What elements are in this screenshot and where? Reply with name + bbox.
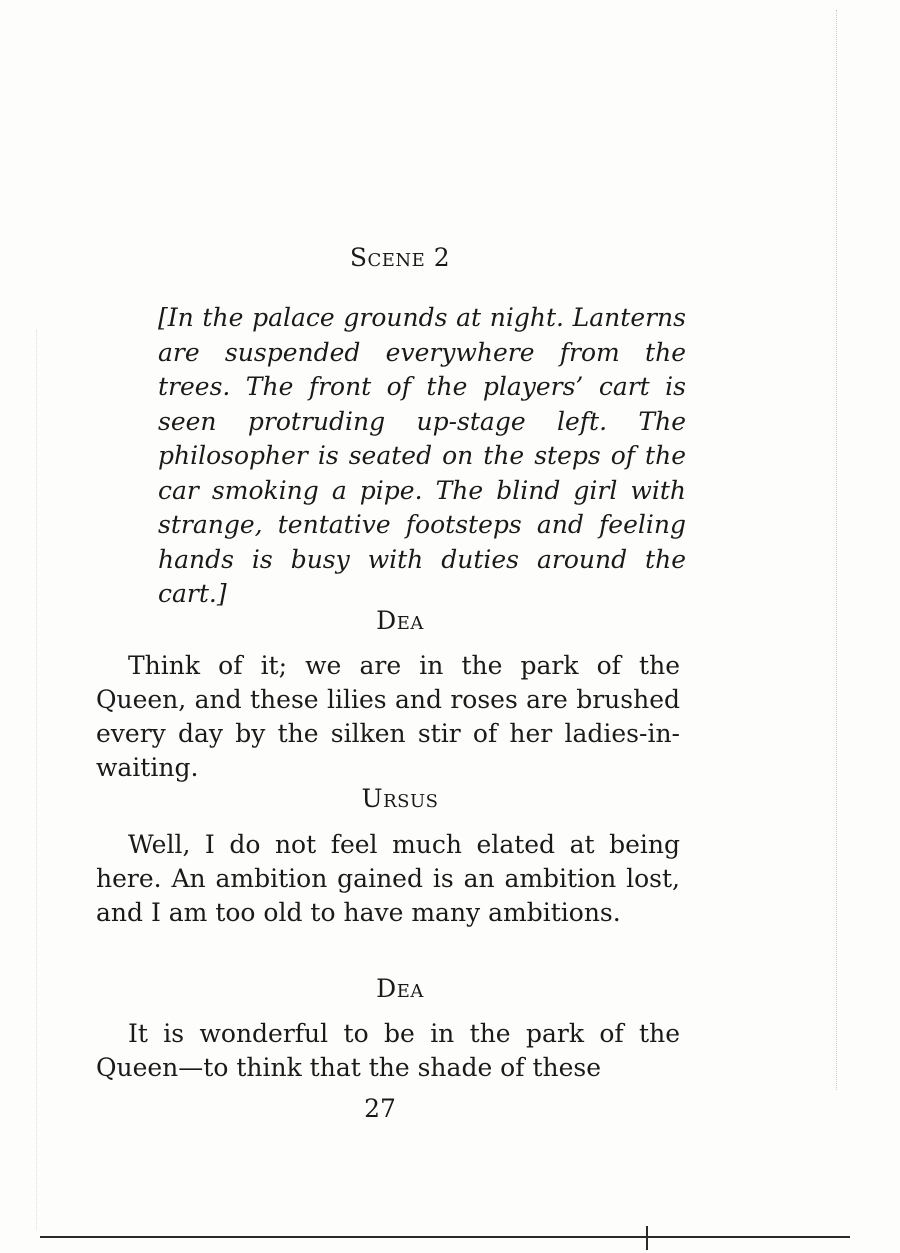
speech-text: Think of it; we are in the park of the Queen, and these lilies and roses are brushed every day by the silken stir of her ladies-in-waiting.: [96, 651, 680, 782]
scan-edge-speckle: [836, 10, 845, 1090]
scene-heading: Scene 2: [349, 243, 451, 272]
speech-text: Well, I do not feel much elated at being here. An ambition gained is an ambition lost, and I am too old to have many ambitions.: [96, 830, 680, 927]
speech-text: It is wonderful to be in the park of the Queen—to think that the shade of these: [96, 1019, 680, 1082]
stage-direction: [In the palace grounds at night. Lanterns are suspended everywhere from the trees. The front of the players’ cart is seen protruding up-stage left. The philosopher is seated on the steps of the car smoking a pipe. The blind girl with strange, tentative footsteps and feeling hands is busy with duties around the cart.]: [158, 303, 686, 608]
scan-bottom-edge: [40, 1236, 850, 1238]
speaker-name: Dea: [376, 974, 424, 1003]
speaker-name: Ursus: [361, 784, 439, 813]
page-number: 27: [364, 1094, 396, 1123]
speaker-name: Dea: [376, 606, 424, 635]
scan-edge-mark: [646, 1226, 648, 1250]
